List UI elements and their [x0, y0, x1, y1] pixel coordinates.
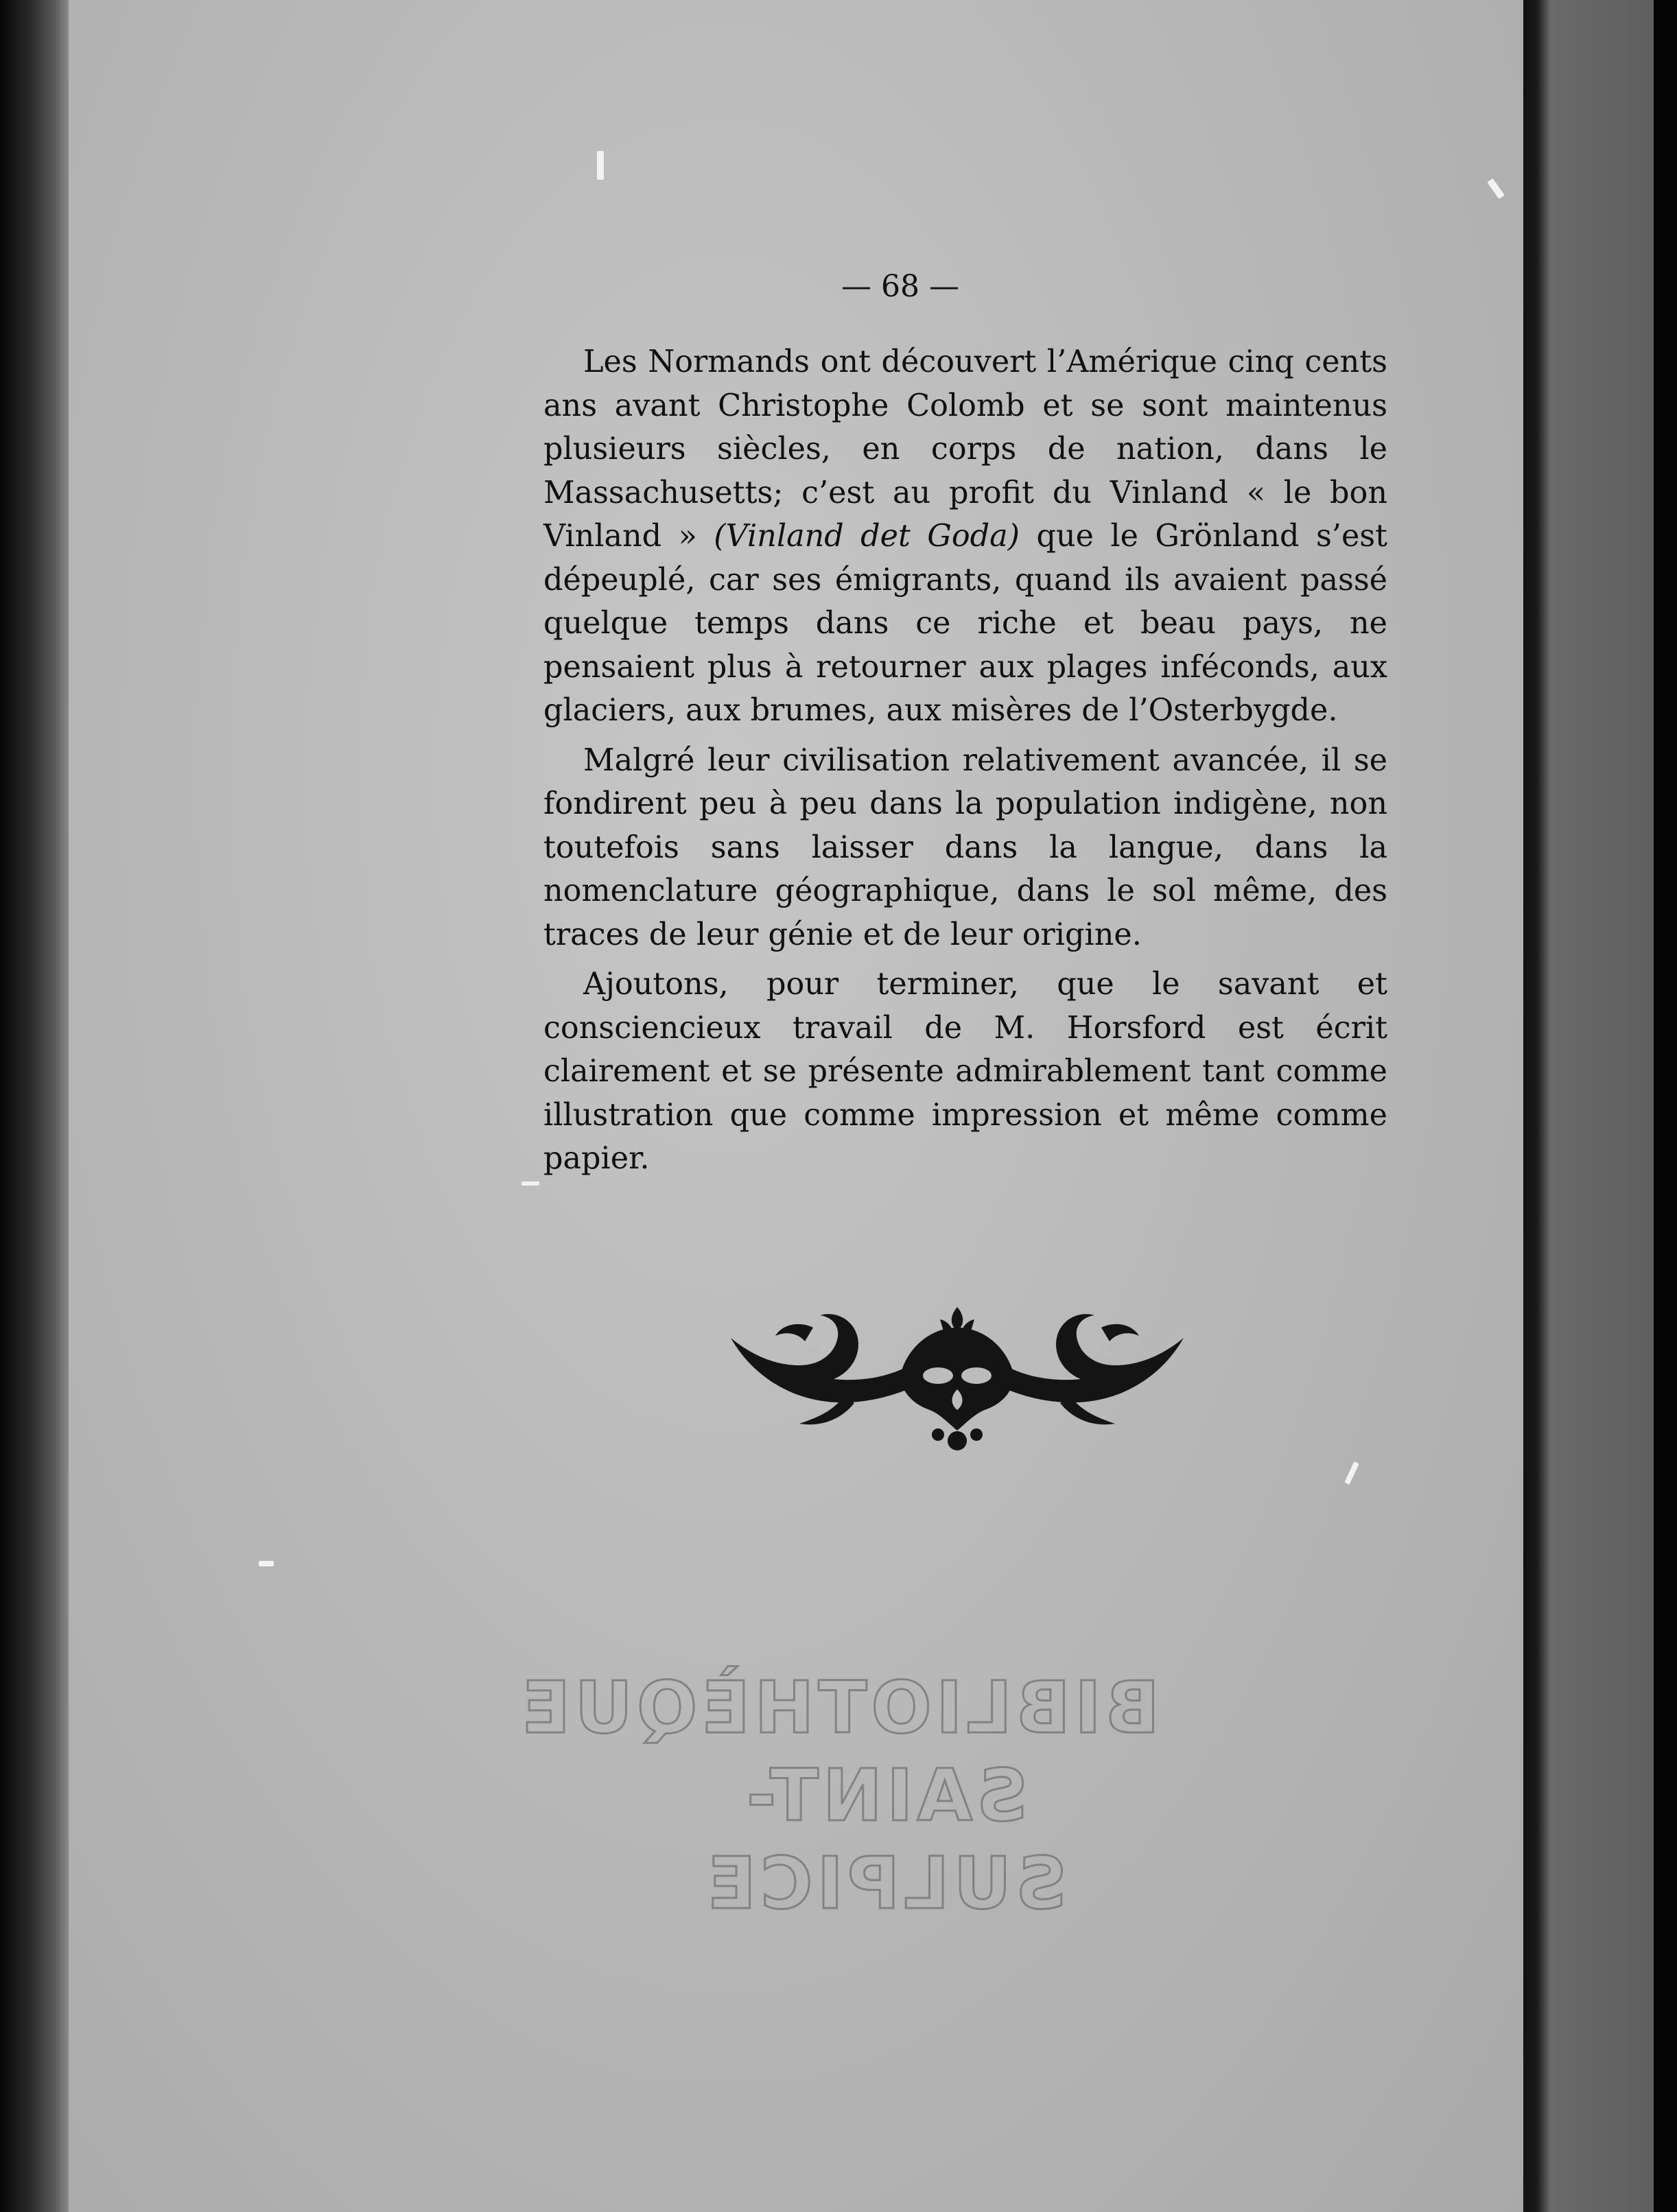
text-run: Malgré leur civilisation relativement avancée, il se fondirent peu à peu dans la population indigène, non toutefois sans laisser dans la langue, dans la nomenclature géographique, dans le sol même, des traces de leur génie et de leur origine. — [543, 742, 1387, 952]
text-run: Ajoutons, pour terminer, que le savant et consciencieux travail de M. Horsford est écrit clairement et se présente admirablement tant comme illustration que comme impression et même comme papier. — [543, 967, 1387, 1176]
book-page — [69, 0, 1523, 2212]
fleuron-ornament-icon — [717, 1300, 1197, 1458]
page-number: — 68 — — [841, 269, 959, 304]
book-spine-shadow — [0, 0, 69, 2212]
next-page-edge — [1523, 0, 1677, 2212]
dust-speck — [259, 1561, 274, 1566]
body-text — [543, 340, 1387, 1187]
library-stamp-mirrored — [517, 1664, 1160, 1927]
dust-speck — [597, 151, 604, 180]
dust-speck — [1344, 1461, 1359, 1485]
text-run: que le Grönland s’est dépeuplé, car ses émigrants, quand ils avaient passé quelque temps dans ce riche et beau pays, ne pensaient plus à retourner aux plages inféconds, aux glaciers, aux brumes, aux misères de l’Osterbygde. — [543, 519, 1387, 728]
text-run-italic: (Vinland det Goda) — [714, 519, 1020, 554]
dust-speck — [521, 1181, 539, 1186]
stamp-line: SAINT-SULPICE — [703, 1754, 1067, 1925]
paragraph — [543, 739, 1387, 957]
paragraph — [543, 963, 1387, 1181]
stamp-line: BIBLIOTHÈQUE — [517, 1666, 1160, 1750]
paragraph — [543, 340, 1387, 733]
text-run: Les Normands ont découvert l’Amérique cinq cents ans avant Christophe Colomb et se sont maintenus plusieurs siècles, en corps de nation, dans le Massachusetts; c’est au profit du Vinland « le bon Vinland » — [543, 344, 1387, 554]
dust-speck — [1487, 178, 1504, 199]
